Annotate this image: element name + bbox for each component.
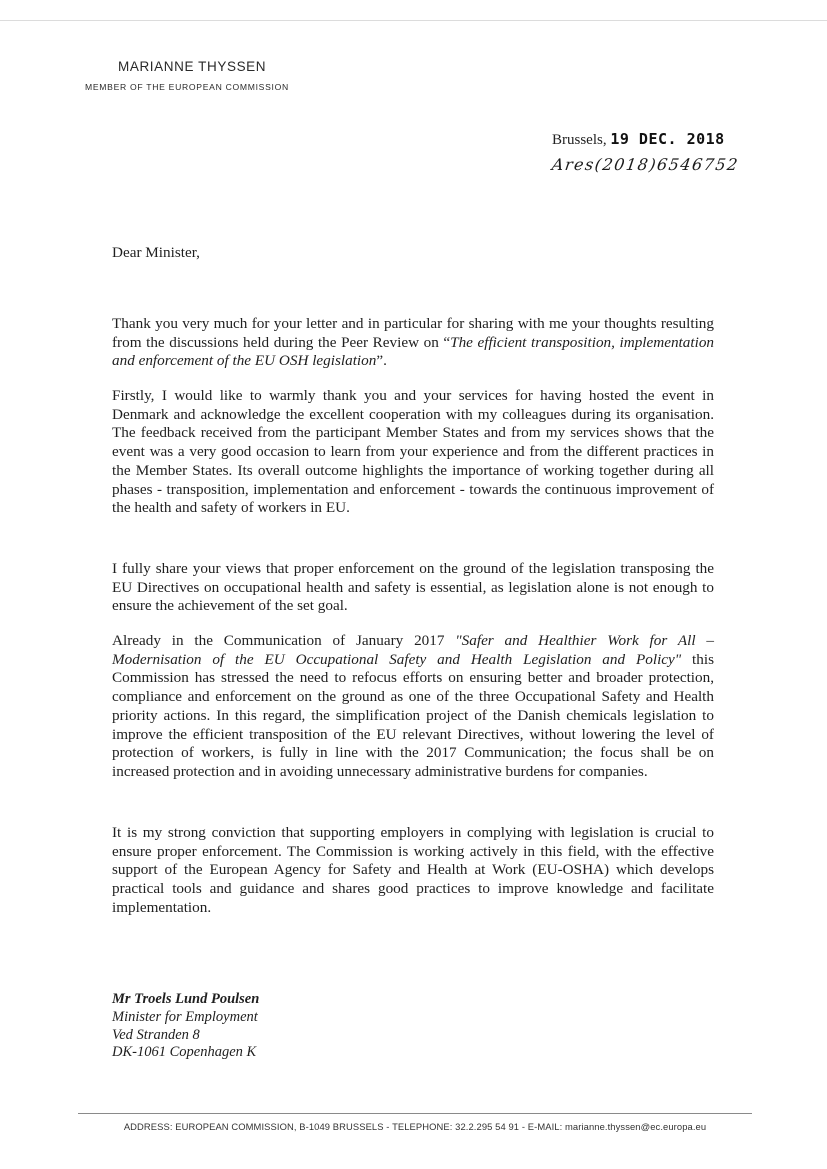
paragraph-4-rest: this Commission has stressed the need to refocus efforts on ensuring better and broader protection, compliance and enforcement on the ground as one of the three Occupational Safety and Health priority actions. In this regard, the simplification project of the Danish chemicals legislation to improve the efficient transposition of the EU relevant Directives, without lowering the level of protection of workers, is fully in line with the 2017 Communication; the focus shall be on increased protection and in avoiding unnecessary administrative burdens for companies.	[112, 650, 714, 780]
handwritten-reference: Ares(2018)6546752	[550, 155, 741, 174]
paragraph-1-title: The efficient transposition, implementation and enforcement of the EU OSH legislation	[112, 333, 715, 370]
addressee-street: Ved Stranden 8	[112, 1026, 200, 1043]
salutation: Dear Minister,	[112, 244, 200, 261]
dateline	[552, 130, 725, 149]
addressee-block	[112, 991, 259, 1062]
paragraph-1-text: Thank you very much for your letter and in particular for sharing with me your thoughts resulting from the discussions held during the Peer Review on “	[112, 315, 714, 351]
paragraph-2: Firstly, I would like to warmly thank you and your services for having hosted the event in Denmark and acknowledge the excellent cooperation with my colleagues during its organisation. The feedback received from the participant Member States and from my services shows that the event was a very good occasion to learn from your experience and from the different practices in the Member States. Its overall outcome highlights the importance of working together during all phases - transposition, implementation and enforcement - towards the continuous improvement of the health and safety of workers in EU.	[112, 387, 714, 517]
paragraph-5: It is my strong conviction that supporting employers in complying with legislation is crucial to ensure proper enforcement. The Commission is working actively in this field, with the effective support of the European Agency for Safety and Health at Work (EU-OSHA) which develops practical tools and guidance and shares good practices to improve knowledge and facilitate implementation.	[112, 824, 714, 916]
addressee-name: Mr Troels Lund Poulsen	[112, 991, 260, 1007]
paragraph-1-end: ”.	[376, 352, 387, 370]
paragraph-3: I fully share your views that proper enforcement on the ground of the legislation transposing the EU Directives on occupational health and safety is essential, as legislation alone is not enough to ensure the achievement of the set goal.	[112, 560, 714, 615]
paragraph-4	[112, 632, 714, 782]
date-stamp: 19 DEC. 2018	[610, 130, 725, 148]
paragraph-4-title: "Safer and Healthier Work for All – Modernisation of the EU Occupational Safety and Health Legislation and Policy"	[112, 632, 714, 668]
place: Brussels,	[552, 132, 607, 148]
paragraph-4-text: Already in the Communication of January 2017	[112, 632, 456, 649]
addressee-city: DK-1061 Copenhagen K	[112, 1044, 257, 1061]
sender-role: MEMBER OF THE EUROPEAN COMMISSION	[85, 82, 289, 92]
sender-name: MARIANNE THYSSEN	[118, 59, 267, 74]
paragraph-1	[112, 315, 714, 371]
top-divider	[0, 20, 827, 21]
addressee-title: Minister for Employment	[112, 1008, 258, 1025]
footer-address: ADDRESS: EUROPEAN COMMISSION, B-1049 BRUSSELS - TELEPHONE: 32.2.295 54 91 - E-MAIL: marianne.thyssen@ec.europa.eu	[123, 1121, 707, 1132]
footer-divider	[78, 1113, 752, 1114]
